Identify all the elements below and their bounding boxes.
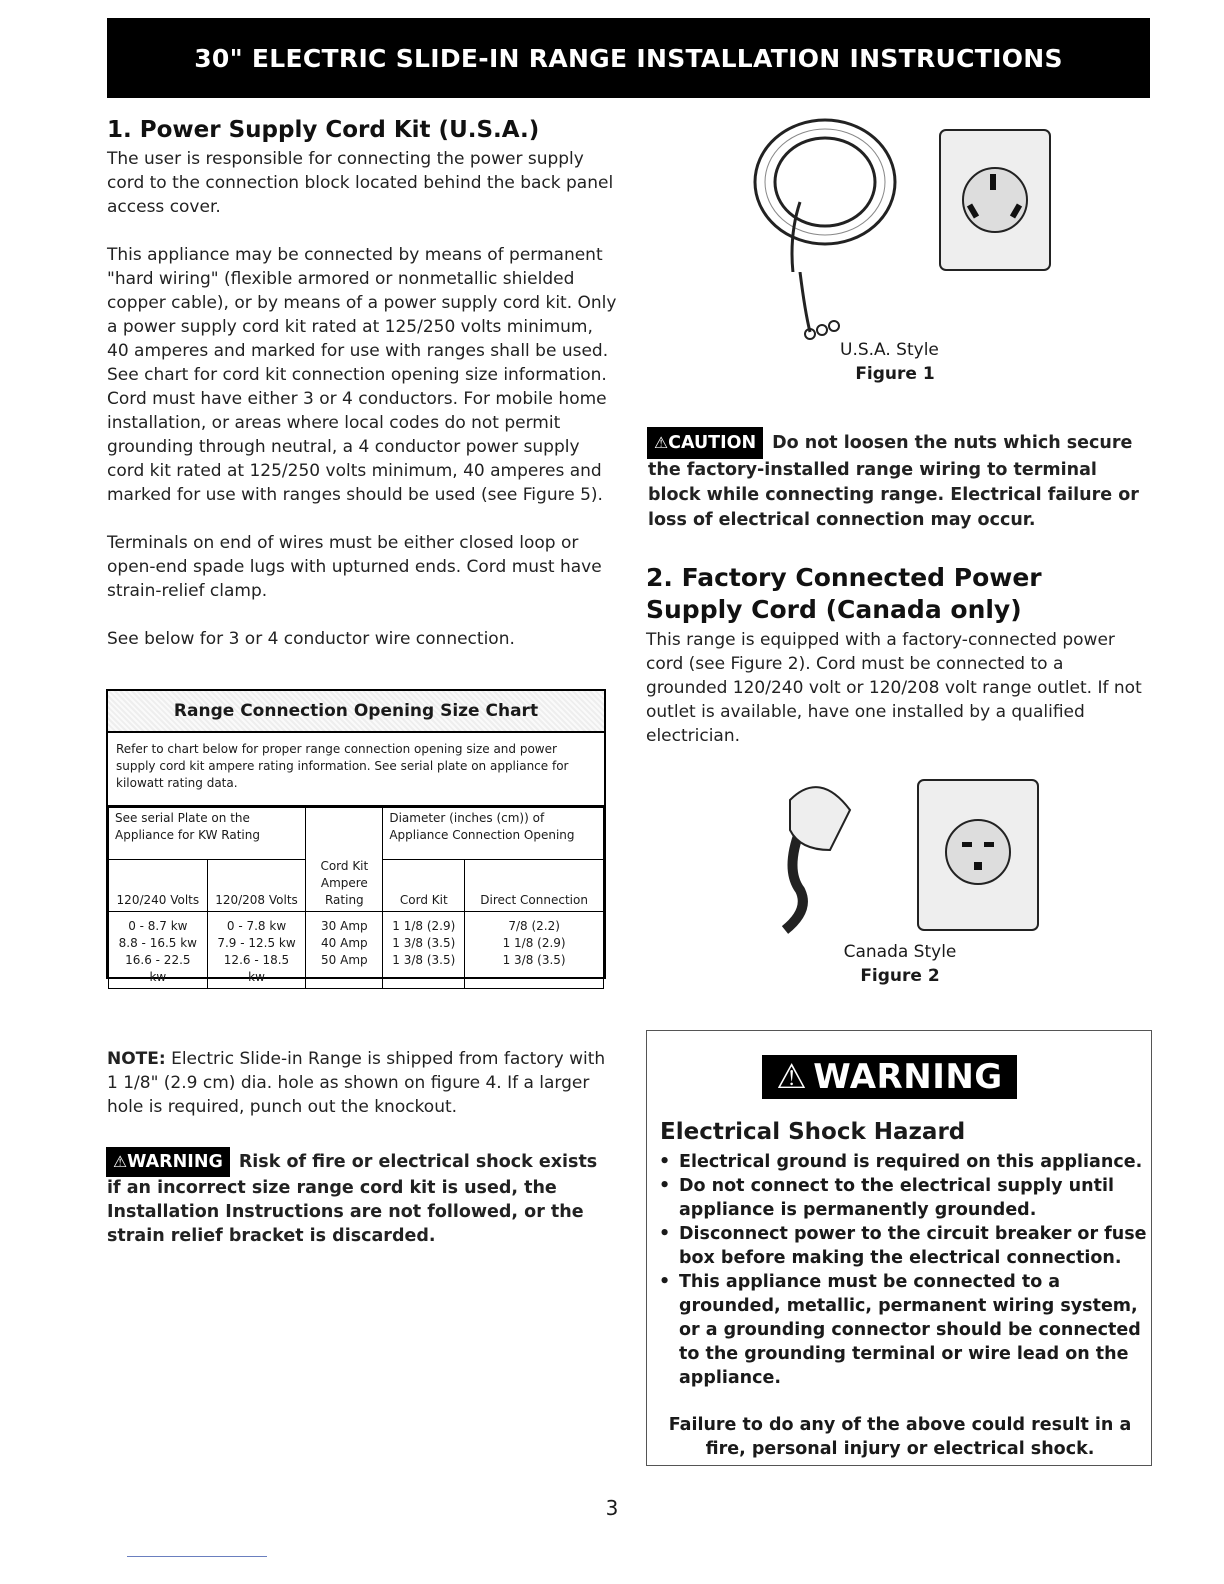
cell-kit: 1 3/8 (3.5)	[392, 953, 456, 967]
section1-p3: Terminals on end of wires must be either closed loop or open-end spade lugs with upturned ends. Cord must have strain-relief clamp.	[107, 533, 602, 601]
warning-list	[651, 1150, 1149, 1390]
warning-footer: Failure to do any of the above could result in a fire, personal injury or electrical shock.	[668, 1415, 1132, 1459]
col-volts240: 120/240 Volts	[109, 860, 208, 912]
cell-v208: 12.6 - 18.5 kw	[223, 953, 290, 984]
section1-p4: See below for 3 or 4 conductor wire connection.	[107, 629, 515, 649]
cell-v208: 0 - 7.8 kw	[226, 919, 287, 933]
canada-outlet-face	[946, 820, 1010, 884]
warning-heading: Electrical Shock Hazard	[660, 1119, 966, 1145]
col-cordkit: Cord Kit	[383, 860, 465, 912]
warning-triangle-icon: ⚠	[113, 1152, 128, 1171]
table-row	[109, 912, 604, 989]
outlet-slot	[974, 862, 982, 870]
caution-badge: ⚠CAUTION	[648, 428, 762, 458]
warning-banner: ⚠ WARNING	[762, 1055, 1017, 1099]
note-label: NOTE:	[107, 1049, 166, 1069]
caution-triangle-icon: ⚠	[654, 433, 669, 452]
cell-v208: 7.9 - 12.5 kw	[217, 936, 296, 950]
col-volts208: 120/208 Volts	[207, 860, 306, 912]
canada-plug	[790, 787, 850, 850]
list-item: • Disconnect power to the circuit breaker or fuse box before making the electrical connection.	[679, 1222, 1149, 1270]
figure2-style: Canada Style	[843, 942, 957, 962]
cell-amp: 50 Amp	[321, 953, 368, 967]
cell-direct: 7/8 (2.2)	[508, 919, 560, 933]
footer-divider	[127, 1556, 267, 1557]
note-text: Electric Slide-in Range is shipped from factory with 1 1/8" (2.9 cm) dia. hole as shown on figure 4. If a larger hole is required, punch out the knockout.	[107, 1049, 606, 1117]
section1-body	[107, 147, 617, 675]
list-item: • This appliance must be connected to a grounded, metallic, permanent wiring system, or a grounding connector should be connected to the grounding terminal or wire lead on the appliance.	[679, 1270, 1149, 1390]
caution-text: Do not loosen the nuts which secure the factory-installed range wiring to terminal block while connecting range. Electrical failure or loss of electrical connection may occur.	[648, 433, 1139, 530]
cell-kit: 1 3/8 (3.5)	[392, 936, 456, 950]
cord-coil-inner	[775, 138, 875, 226]
warning-badge: ⚠WARNING	[107, 1148, 229, 1176]
cell-direct: 1 3/8 (3.5)	[502, 953, 566, 967]
cell-v240: 16.6 - 22.5 kw	[125, 953, 191, 984]
page-number: 3	[605, 1496, 619, 1520]
col-ampere: Cord Kit Ampere Rating	[306, 808, 383, 912]
note-paragraph	[107, 1047, 607, 1119]
page-header	[107, 18, 1150, 98]
col-direct: Direct Connection	[465, 860, 604, 912]
section2-body: This range is equipped with a factory-connected power cord (see Figure 2). Cord must be connected to a grounded 120/240 volt or 120/208 volt range outlet. If not outlet is available, have one installed by a qualified electrician.	[646, 630, 1142, 746]
col-group-diameter: Diameter (inches (cm)) of Appliance Connection Opening	[383, 808, 604, 860]
section1-p1: The user is responsible for connecting the power supply cord to the connection block located behind the back panel access cover.	[107, 149, 614, 217]
figure2-label: Figure 2	[860, 966, 940, 986]
cord-coil-mid	[765, 129, 885, 235]
cell-amp: 30 Amp	[321, 919, 368, 933]
figure1-label: Figure 1	[855, 364, 935, 384]
cord-terminals-illustration	[790, 272, 850, 342]
chart-title: Range Connection Opening Size Chart	[108, 691, 604, 733]
cell-direct: 1 1/8 (2.9)	[502, 936, 566, 950]
figure1-style: U.S.A. Style	[840, 340, 939, 360]
outlet-slot	[962, 842, 972, 847]
warning-fire-block	[107, 1148, 612, 1248]
cell-v240: 8.8 - 16.5 kw	[118, 936, 197, 950]
col-group-kw: See serial Plate on the Appliance for KW Rating	[109, 808, 306, 860]
usa-cord-illustration	[740, 112, 1060, 272]
canada-cord-illustration	[770, 770, 1060, 940]
canada-cord	[785, 830, 803, 930]
cell-v240: 0 - 8.7 kw	[128, 919, 188, 933]
range-connection-chart	[106, 689, 606, 984]
section2-heading: 2. Factory Connected Power Supply Cord (Canada only)	[646, 563, 1042, 624]
warning-triangle-icon: ⚠	[776, 1057, 808, 1097]
outlet-slot	[984, 842, 994, 847]
chart-table	[108, 807, 604, 989]
caution-block	[648, 428, 1148, 533]
list-item: • Electrical ground is required on this appliance.	[679, 1150, 1149, 1174]
chart-note: Refer to chart below for proper range connection opening size and power supply cord kit ampere rating information. See serial plate on appliance for kilowatt rating data.	[108, 733, 604, 807]
electrical-shock-warning-box	[646, 1030, 1152, 1466]
page-title: 30" ELECTRIC SLIDE-IN RANGE INSTALLATION INSTRUCTIONS	[194, 43, 1063, 73]
section1-p2: This appliance may be connected by means of permanent "hard wiring" (flexible armored or nonmetallic shielded copper cable), or by means of a power supply cord kit. Only a power supply cord kit rated at 125/250 volts minimum, 40 amperes and marked for use with ranges shall be used. See chart for cord kit connection opening size information. Cord must have either 3 or 4 conductors. For mobile home installation, or areas where local codes do not permit grounding through neutral, a 4 conductor power supply cord kit rated at 125/250 volts minimum, 40 amperes and marked for use with ranges should be used (see Figure 5).	[107, 245, 617, 505]
cell-amp: 40 Amp	[321, 936, 368, 950]
list-item: • Do not connect to the electrical supply until appliance is permanently grounded.	[679, 1174, 1149, 1222]
warning-fire-text: Risk of fire or electrical shock exists if an incorrect size range cord kit is used, the Installation Instructions are not followed, or the strain relief bracket is discarded.	[107, 1152, 598, 1246]
section1-heading: 1. Power Supply Cord Kit (U.S.A.)	[107, 117, 540, 143]
outlet-slot	[990, 174, 996, 190]
cell-kit: 1 1/8 (2.9)	[392, 919, 456, 933]
